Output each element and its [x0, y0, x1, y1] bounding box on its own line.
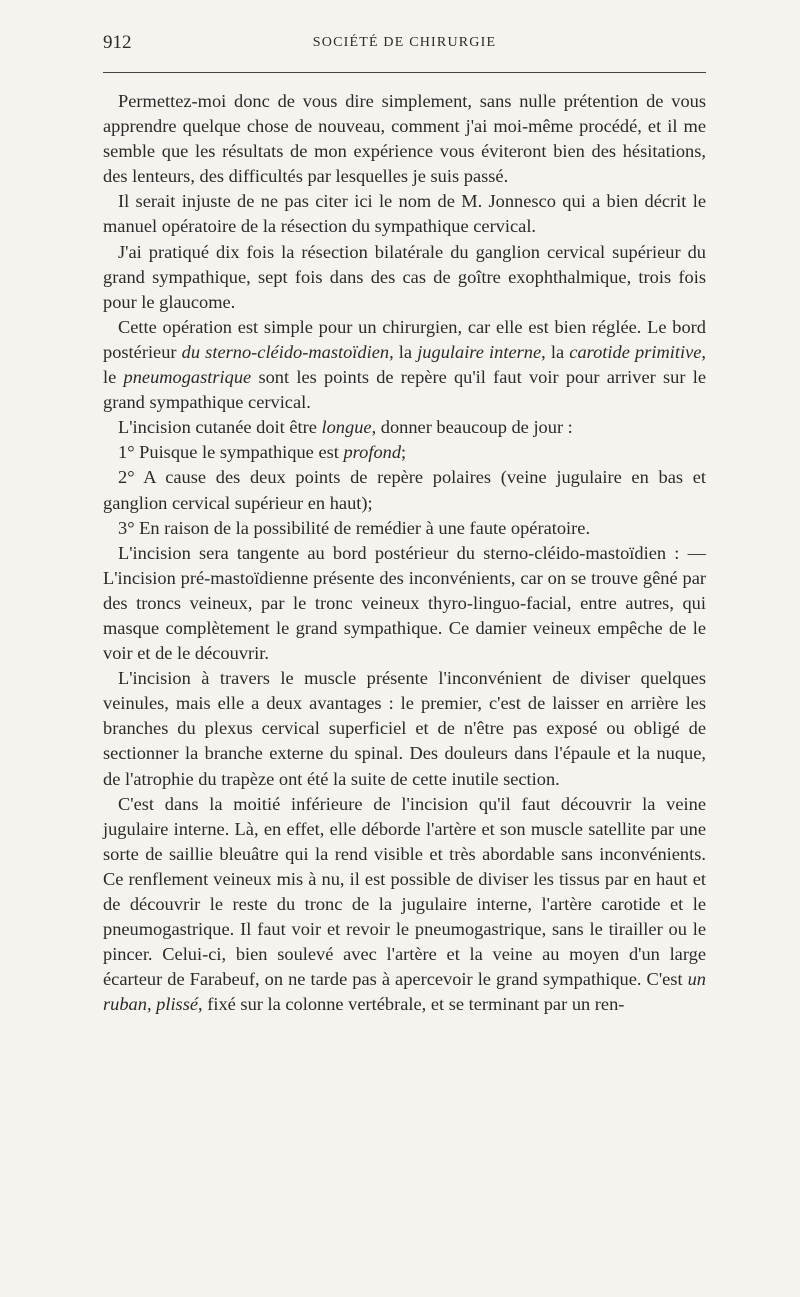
paragraph: [103, 465, 706, 515]
text-run: , le: [103, 341, 707, 388]
paragraph: [103, 541, 706, 666]
italic-run: profond: [343, 442, 402, 463]
italic-run: pneumogastrique: [123, 367, 252, 388]
text-run: Il serait injuste de ne pas citer ici le nom de M. Jonnesco qui a bien décrit le manuel opératoire de la résection du sympathique cervical.: [103, 191, 706, 237]
paragraph: [103, 440, 706, 465]
text-run: sont les points de repère qu'il faut voir pour arriver sur le grand sympathique cervical.: [103, 367, 706, 413]
text-run: Cette opération est simple pour un chirurgien, car elle est bien réglée. Le bord postérieur: [103, 316, 706, 362]
text-run: Permettez-moi donc de vous dire simplement, sans nulle prétention de vous apprendre quelque chose de nouveau, comment j'ai moi-même procédé, et il me semble que les résultats de mon expérience vous éviteront bien des hésitations, des lenteurs, des difficultés par lesquelles je suis passé.: [103, 91, 706, 187]
paragraph: [103, 415, 706, 440]
italic-run: longue: [321, 417, 372, 438]
body-text: [103, 89, 706, 1017]
text-run: 1° Puisque le sympathique est: [118, 442, 344, 463]
text-run: L'incision cutanée doit être: [118, 417, 322, 438]
paragraph: [103, 516, 706, 541]
text-run: L'incision à travers le muscle présente l'inconvénient de diviser quelques veinules, mais elle a deux avantages : le premier, c'est de laisser en arrière les branches du plexus cervical superficiel et de n'être pas exposé ou obligé de sectionner la branche externe du spinal. Des douleurs dans l'épaule et la nuque, de l'atrophie du trapèze ont été la suite de cette inutile section.: [103, 668, 706, 789]
text-run: , fixé sur la colonne vertébrale, et se terminant par un ren-: [198, 994, 625, 1015]
italic-run: un ruban, plissé: [103, 969, 706, 1015]
text-run: J'ai pratiqué dix fois la résection bilatérale du ganglion cervical supérieur du grand sympathique, sept fois dans des cas de goître exophthalmique, trois fois pour le glaucome.: [103, 241, 706, 312]
paragraph: [103, 315, 706, 415]
text-run: C'est dans la moitié inférieure de l'incision qu'il faut découvrir la veine jugulaire interne. Là, en effet, elle déborde l'artère et son muscle satellite par une sorte de saillie bleuâtre qui la rend visible et très abordable sans inconvénients. Ce renflement veineux mis à nu, il est possible de diviser les tissus par en haut et de découvrir le reste du tronc de la jugulaire interne, l'artère carotide et le pneumogastrique. Il faut voir et revoir le pneumogastrique, sans le tirailler ou le pincer. Celui-ci, bien soulevé avec l'artère et la veine au moyen d'un large écarteur de Farabeuf, on ne tarde pas à apercevoir le grand sympathique. C'est: [103, 793, 706, 990]
text-run: L'incision sera tangente au bord postérieur du sterno-cléido-mastoïdien : — L'incision pré-mastoïdienne présente des inconvénients, car on se trouve gêné par des troncs veineux, par le tronc veineux thyro-linguo-facial, entre autres, qui masque complètement le grand sympathique. Ce damier veineux empêche de le voir et de le découvrir.: [103, 542, 706, 664]
paragraph: [103, 666, 706, 791]
text-run: ;: [401, 442, 407, 463]
running-head: SOCIÉTÉ DE CHIRURGIE: [312, 35, 497, 50]
text-run: , la: [389, 341, 418, 362]
page-number: 912: [103, 32, 132, 53]
text-run: 2° A cause des deux points de repère polaires (veine jugulaire en bas et ganglion cervical supérieur en haut);: [103, 467, 706, 513]
paragraph: [103, 792, 706, 1018]
italic-run: jugulaire interne: [417, 341, 542, 362]
paragraph: [103, 240, 706, 315]
text-run: , donner beaucoup de jour :: [371, 417, 573, 438]
page-header: [103, 32, 706, 62]
header-rule: [103, 72, 706, 73]
italic-run: carotide primitive: [569, 341, 702, 362]
paragraph: [103, 89, 706, 189]
italic-run: du sterno-cléido-mastoïdien: [181, 341, 390, 362]
text-run: 3° En raison de la possibilité de remédier à une faute opératoire.: [118, 517, 591, 538]
text-run: , la: [541, 341, 570, 362]
paragraph: [103, 189, 706, 239]
